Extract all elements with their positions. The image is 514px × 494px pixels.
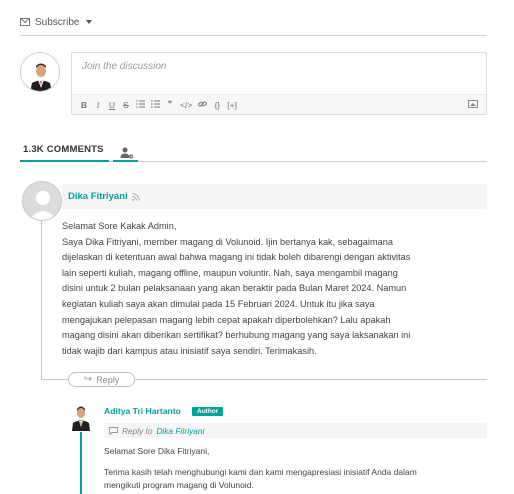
user-gear-icon bbox=[120, 147, 134, 159]
comment-line: magang disini akan diberikan sertifikat? berhubung magang yang saya laksanakan ini bbox=[62, 330, 411, 341]
strikethrough-button[interactable]: S bbox=[123, 99, 129, 110]
comment-line: kegiatan kuliah saya akan dimulai pada 15 Februari 2024. Untuk itu jika saya bbox=[62, 298, 375, 309]
person-suit-icon bbox=[70, 403, 92, 431]
reply-thread-line bbox=[80, 432, 82, 494]
comment-body bbox=[62, 219, 487, 359]
comment-author[interactable]: Dika Fitriyani bbox=[68, 191, 128, 202]
reply-author[interactable]: Aditya Tri Hartanto bbox=[104, 406, 181, 416]
active-tab-indicator bbox=[20, 160, 109, 162]
image-upload-icon[interactable] bbox=[468, 100, 478, 108]
chevron-down-icon bbox=[86, 20, 92, 24]
comment-header bbox=[62, 184, 487, 209]
default-user-icon bbox=[23, 182, 62, 221]
reply-line: Selamat Sore Dika Fitriyani, bbox=[104, 446, 210, 456]
comment-line: Saya Dika Fitriyani, member magang di Volunoid. Ijin bertanya kak, sebagaimana bbox=[62, 236, 393, 247]
code-icon[interactable]: </> bbox=[180, 99, 193, 110]
divider bbox=[20, 35, 487, 36]
comment-line: dijelaskan di ketentuan awal bahwa magang ini tidak boleh dibarengi dengan aktivitas bbox=[62, 252, 411, 263]
reply-line bbox=[104, 459, 417, 466]
reply-to-bar bbox=[104, 423, 487, 438]
comment-line: disini untuk 2 bulan pelaksanaan yang akan beraktir pada Bulan Maret 2024. Namun bbox=[62, 283, 407, 294]
reply-button[interactable] bbox=[68, 372, 135, 387]
unordered-list-icon[interactable] bbox=[151, 100, 160, 110]
tab-inline-feedback[interactable] bbox=[117, 145, 137, 161]
comment-icon bbox=[109, 427, 118, 435]
envelope-icon bbox=[20, 18, 30, 26]
subscribe-label: Subscribe bbox=[35, 16, 80, 28]
comment-line: Selamat Sore Kakak Admin, bbox=[62, 221, 177, 231]
comment-line: mengajukan pelepasan magang lebih cepat apakah diperbolehkan? Lalu apakah bbox=[62, 314, 391, 325]
code-block-icon[interactable]: {} bbox=[214, 99, 221, 110]
editor-placeholder[interactable]: Join the discussion bbox=[82, 61, 167, 72]
reply-to-link[interactable]: Dika Fitriyani bbox=[156, 425, 205, 436]
reply-line: Terima kasih telah menghubungi kami dan kami mengapresiasi inisiatif Anda dalam bbox=[104, 466, 417, 477]
reply-body bbox=[104, 445, 417, 493]
comment-line: tidak wajib dari kampus atau inisiatif saya sendiri. Terimakasih. bbox=[62, 345, 317, 356]
comment-line: lain seperti kuliah, magang offline, maupun voluntir. Nah, saya mengambil magang bbox=[62, 267, 398, 278]
reply-label: Reply bbox=[96, 374, 120, 385]
underline-button[interactable]: U bbox=[108, 99, 116, 110]
reply-line: mengikuti program magang di Volunoid. bbox=[104, 480, 254, 490]
thread-line bbox=[41, 221, 42, 379]
tab-comments[interactable]: 1.3K COMMENTS bbox=[23, 144, 104, 155]
spoiler-icon[interactable]: [+] bbox=[227, 99, 237, 110]
author-badge: Author bbox=[192, 407, 223, 416]
comment-editor[interactable] bbox=[71, 52, 487, 115]
ordered-list-icon[interactable] bbox=[136, 100, 145, 110]
author-avatar bbox=[70, 403, 92, 431]
comments-tabs bbox=[20, 144, 487, 162]
avatar bbox=[22, 181, 62, 221]
person-suit-icon bbox=[21, 53, 60, 92]
rss-icon[interactable] bbox=[132, 193, 140, 201]
editor-toolbar bbox=[72, 94, 486, 114]
italic-button[interactable]: I bbox=[96, 99, 100, 110]
reply-arrow-icon: ↪ bbox=[83, 374, 93, 385]
subscribe-dropdown[interactable] bbox=[20, 14, 92, 30]
reply-to-label: Reply to bbox=[122, 425, 153, 436]
current-user-avatar bbox=[20, 52, 60, 92]
blockquote-icon[interactable]: ❞ bbox=[167, 99, 173, 109]
link-icon[interactable] bbox=[198, 100, 207, 110]
tab-inline-indicator bbox=[113, 160, 138, 162]
bold-button[interactable]: B bbox=[80, 99, 88, 110]
